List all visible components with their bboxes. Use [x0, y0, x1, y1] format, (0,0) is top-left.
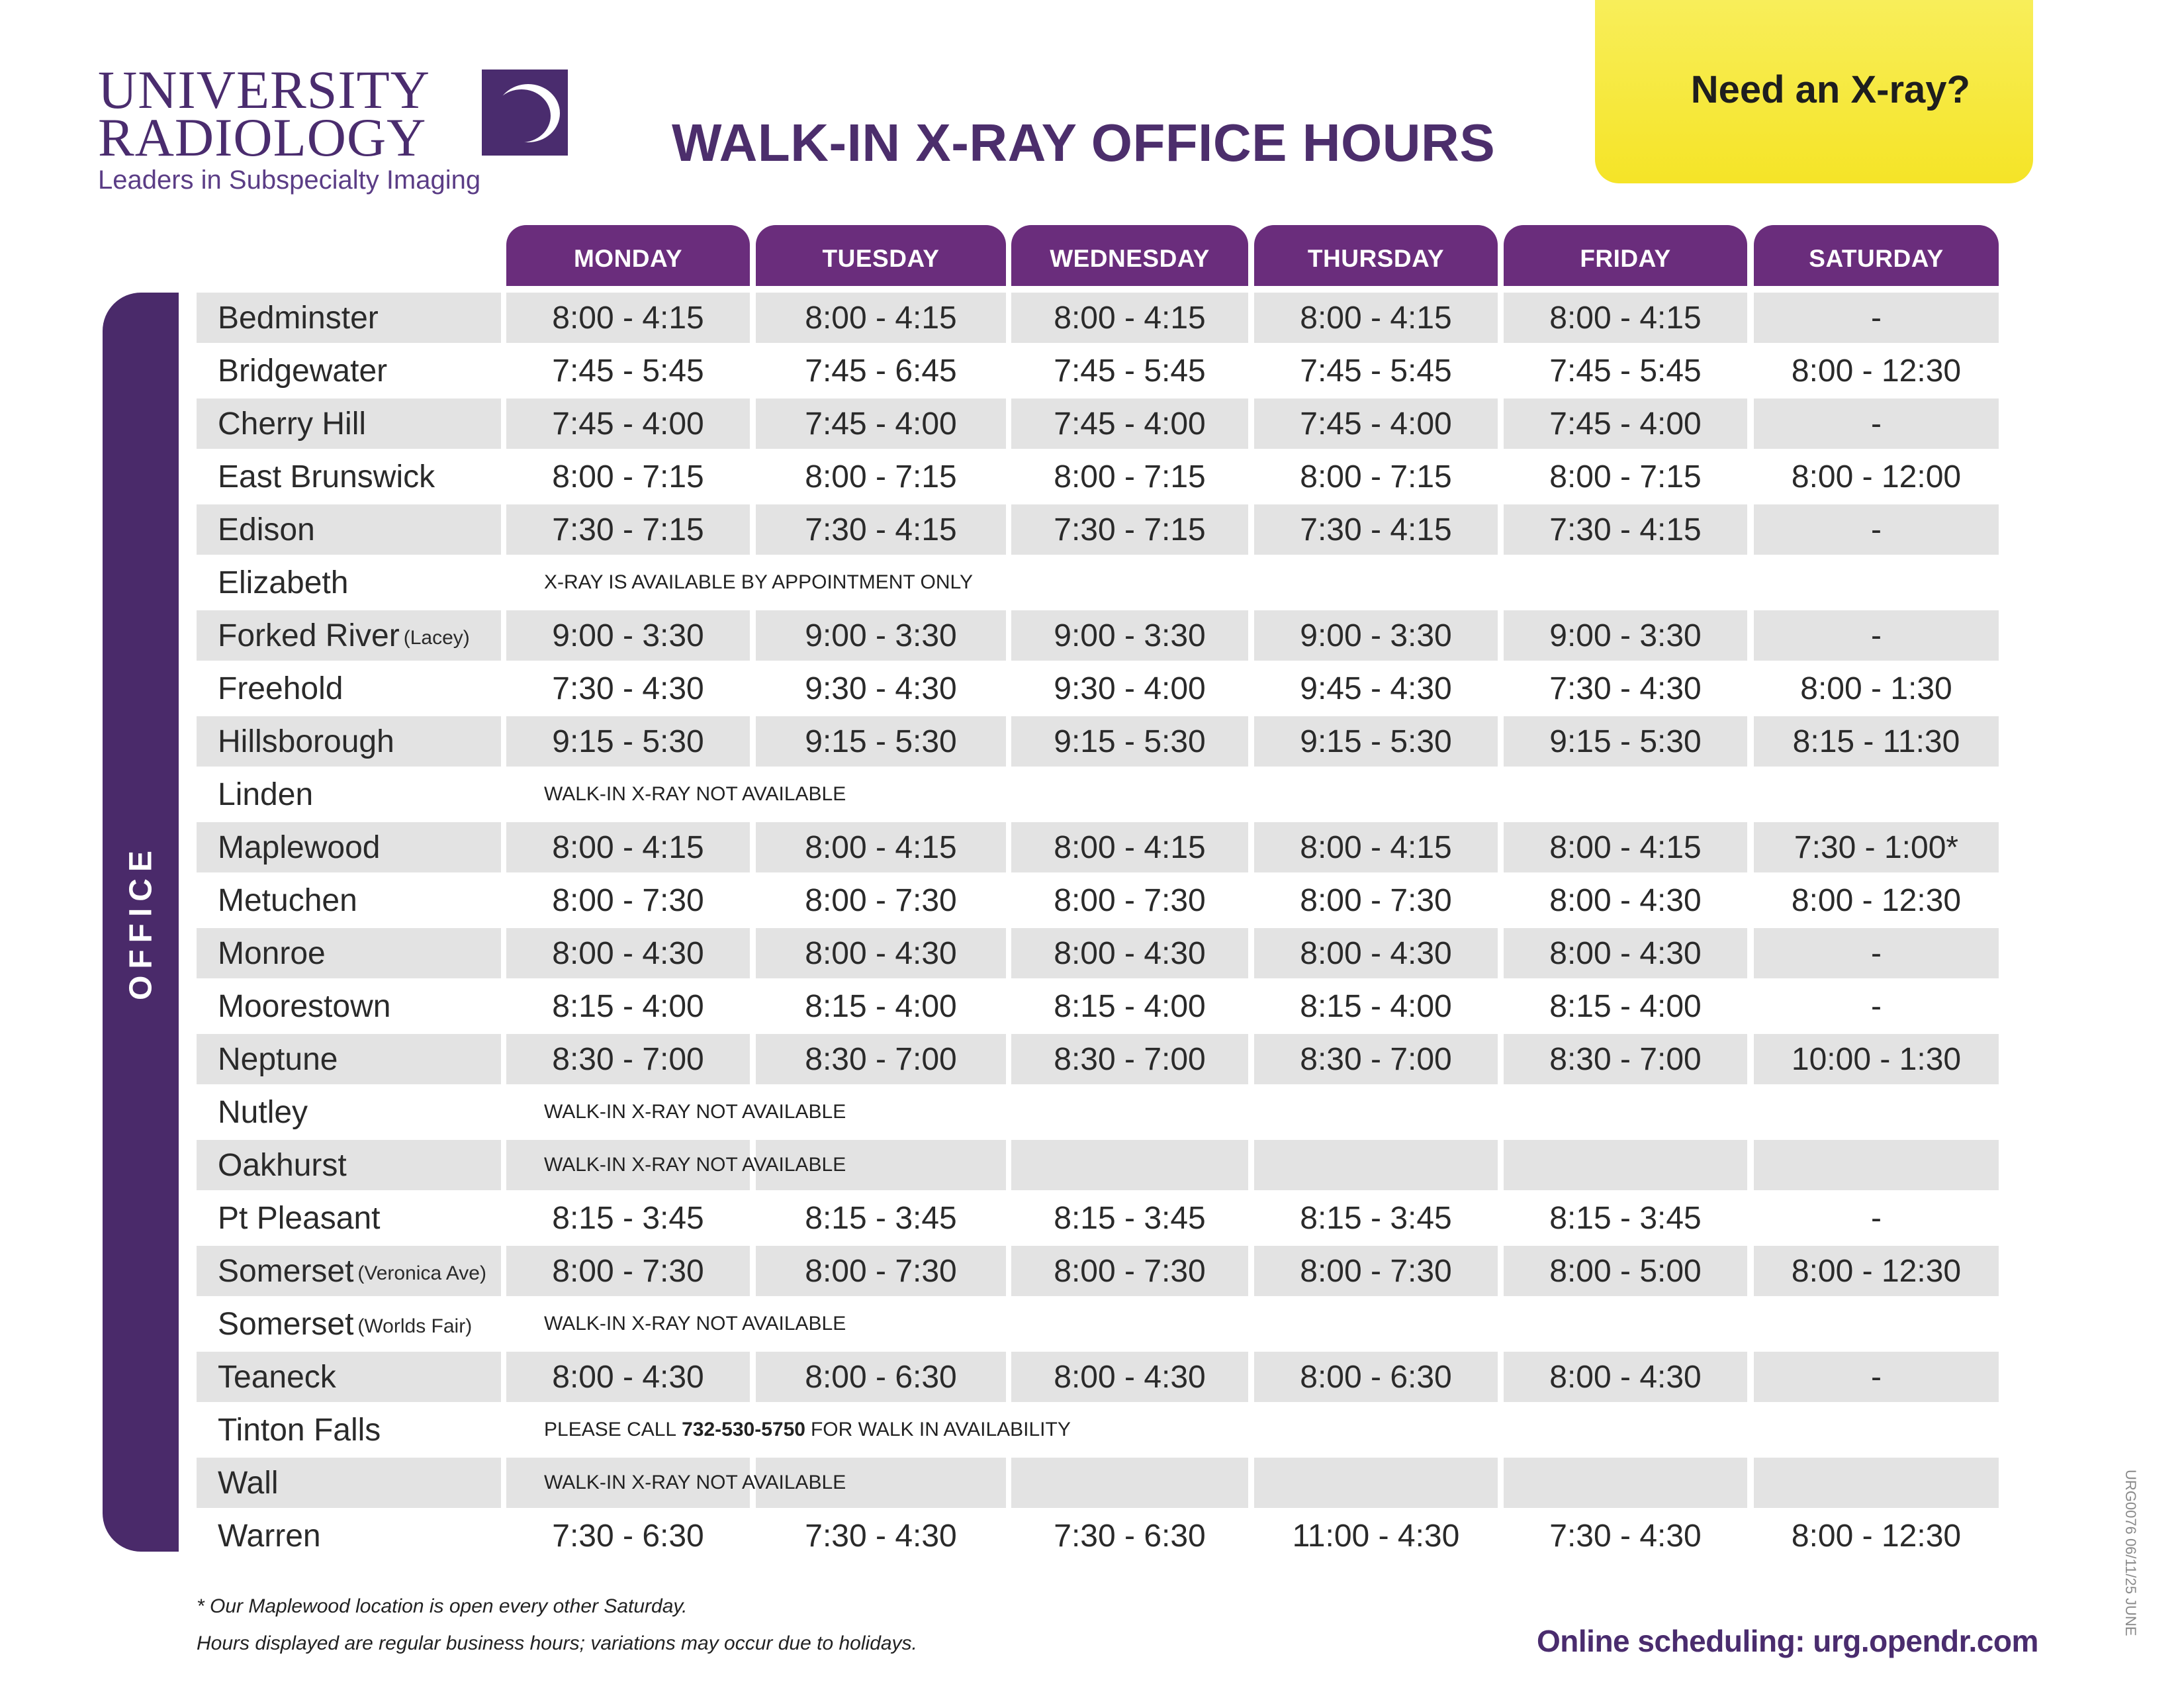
location-label: Edison: [218, 512, 315, 547]
hours-cell: -: [1754, 610, 1999, 661]
phone-number[interactable]: 732-530-5750: [682, 1419, 805, 1440]
hours-cell: 8:15 - 3:45: [1300, 1200, 1452, 1236]
hours-cell: 8:00 - 4:15: [1504, 822, 1747, 872]
hours-cell: 8:00 - 7:30: [552, 882, 704, 918]
location-label: Forked River: [218, 618, 400, 653]
location-name: [197, 875, 501, 925]
hours-cell: 7:45 - 4:00: [756, 399, 1006, 449]
location-label: Somerset: [218, 1253, 354, 1289]
table-row: [0, 1352, 2184, 1402]
empty-cell: [1754, 557, 1999, 608]
hours-cell: 8:30 - 7:00: [506, 1034, 750, 1084]
availability-note: [544, 557, 973, 608]
hours-cell: 7:30 - 4:15: [1504, 504, 1747, 555]
location-label: Nutley: [218, 1094, 308, 1130]
hours-cell: 8:00 - 4:30: [506, 928, 750, 978]
table-row: [0, 346, 2184, 396]
online-scheduling-link[interactable]: Online scheduling: urg.opendr.com: [1537, 1624, 2038, 1658]
empty-cell: [1504, 769, 1747, 820]
location-sublabel: (Veronica Ave): [357, 1262, 486, 1284]
empty-cell: [1011, 1299, 1248, 1349]
hours-cell: 8:15 - 4:00: [1300, 988, 1452, 1024]
location-name: [197, 1246, 501, 1296]
table-row: [0, 1087, 2184, 1137]
hours-cell: -: [1871, 988, 1882, 1024]
hours-cell: 8:00 - 6:30: [756, 1352, 1006, 1402]
empty-cell: [1754, 1140, 1999, 1190]
location-label: Moorestown: [218, 988, 391, 1024]
hours-cell: -: [1754, 1352, 1999, 1402]
empty-cell: [1504, 1299, 1747, 1349]
hours-cell: 8:00 - 7:15: [1300, 459, 1452, 494]
hours-cell: 8:00 - 4:15: [506, 293, 750, 343]
hours-cell: 8:00 - 7:15: [552, 459, 704, 494]
hours-cell: 8:15 - 4:00: [552, 988, 704, 1024]
hours-cell: 8:00 - 7:15: [1549, 459, 1702, 494]
availability-note: [544, 1299, 846, 1349]
location-name: [197, 451, 501, 502]
location-label: Warren: [218, 1518, 321, 1554]
hours-cell: 8:00 - 12:30: [1791, 353, 1962, 389]
office-label: OFFICE: [123, 844, 158, 1000]
empty-cell: [1254, 1087, 1498, 1137]
hours-cell: 8:00 - 12:30: [1791, 882, 1962, 918]
hours-cell: 8:15 - 4:00: [805, 988, 957, 1024]
hours-cell: -: [1871, 1200, 1882, 1236]
hours-cell: 8:00 - 4:15: [1011, 293, 1248, 343]
hours-cell: 9:15 - 5:30: [756, 716, 1006, 767]
empty-cell: [1504, 557, 1747, 608]
table-row: [0, 1246, 2184, 1296]
table-row: [0, 610, 2184, 661]
location-label: Elizabeth: [218, 565, 349, 600]
hours-cell: 7:30 - 4:15: [1254, 504, 1498, 555]
location-name: [197, 822, 501, 872]
hours-cell: 7:45 - 4:00: [1254, 399, 1498, 449]
note-text: WALK-IN X-RAY NOT AVAILABLE: [544, 1472, 846, 1493]
table-row: [0, 1458, 2184, 1508]
location-name: [197, 610, 501, 661]
location-name: [197, 1140, 501, 1190]
table-row: [0, 716, 2184, 767]
hours-cell: 7:30 - 4:30: [1549, 1518, 1702, 1554]
empty-cell: [1254, 1299, 1498, 1349]
empty-cell: [1754, 1458, 1999, 1508]
hours-cell: 8:00 - 5:00: [1504, 1246, 1747, 1296]
empty-cell: [1011, 1087, 1248, 1137]
location-name: [197, 716, 501, 767]
hours-cell: 8:00 - 1:30: [1800, 671, 1952, 706]
callout-text: Need an X-ray?: [1690, 68, 1970, 111]
location-name: [197, 663, 501, 714]
hours-cell: 8:30 - 7:00: [1011, 1034, 1248, 1084]
table-row: [0, 981, 2184, 1031]
hours-cell: 8:00 - 6:30: [1254, 1352, 1498, 1402]
hours-cell: 8:00 - 7:30: [506, 1246, 750, 1296]
table-row: [0, 1299, 2184, 1349]
location-label: Metuchen: [218, 882, 357, 918]
day-header-row: [0, 225, 2184, 286]
hours-cell: 9:30 - 4:00: [1054, 671, 1206, 706]
note-text: WALK-IN X-RAY NOT AVAILABLE: [544, 1101, 846, 1123]
logo-tagline: Leaders in Subspecialty Imaging: [98, 165, 481, 195]
hours-cell: 7:45 - 4:00: [1504, 399, 1747, 449]
location-label: Maplewood: [218, 829, 381, 865]
footnote-maplewood: * Our Maplewood location is open every other Saturday.: [197, 1595, 688, 1617]
location-name: [197, 1511, 501, 1561]
table-row: [0, 1193, 2184, 1243]
hours-cell: 8:30 - 7:00: [1254, 1034, 1498, 1084]
empty-cell: [1011, 557, 1248, 608]
hours-cell: 7:30 - 6:30: [552, 1518, 704, 1554]
empty-cell: [1754, 769, 1999, 820]
hours-cell: 7:30 - 1:00*: [1754, 822, 1999, 872]
day-header: THURSDAY: [1254, 225, 1498, 286]
empty-cell: [1254, 1140, 1498, 1190]
note-text: X-RAY IS AVAILABLE BY APPOINTMENT ONLY: [544, 571, 974, 593]
location-name: [197, 1087, 501, 1137]
hours-cell: 8:00 - 4:15: [1254, 822, 1498, 872]
hours-cell: 8:00 - 7:30: [1254, 1246, 1498, 1296]
hours-cell: 8:00 - 4:30: [1011, 928, 1248, 978]
hours-cell: 8:00 - 4:15: [756, 822, 1006, 872]
hours-cell: -: [1754, 504, 1999, 555]
location-name: [197, 346, 501, 396]
hours-cell: 9:00 - 3:30: [1254, 610, 1498, 661]
table-row: [0, 928, 2184, 978]
hours-cell: 8:00 - 4:30: [1504, 928, 1747, 978]
hours-cell: 8:00 - 12:30: [1754, 1246, 1999, 1296]
location-label: Cherry Hill: [218, 406, 367, 442]
location-name: [197, 1299, 501, 1349]
location-sublabel: (Lacey): [403, 627, 470, 649]
availability-note: [544, 1458, 846, 1508]
location-name: [197, 399, 501, 449]
empty-cell: [1504, 1405, 1747, 1455]
empty-cell: [1504, 1087, 1747, 1137]
empty-cell: [1754, 1299, 1999, 1349]
hours-cell: 8:00 - 4:15: [1254, 293, 1498, 343]
table-row: [0, 1405, 2184, 1455]
hours-cell: 8:00 - 12:30: [1791, 1518, 1962, 1554]
hours-cell: 9:45 - 4:30: [1300, 671, 1452, 706]
table-row: [0, 557, 2184, 608]
document-code: URG0076 06/11/25 JUNE: [2122, 1470, 2139, 1636]
location-name: [197, 769, 501, 820]
location-name: [197, 1405, 501, 1455]
hours-cell: -: [1754, 928, 1999, 978]
hours-cell: 8:15 - 3:45: [1054, 1200, 1206, 1236]
empty-cell: [1011, 769, 1248, 820]
hours-cell: 7:45 - 4:00: [506, 399, 750, 449]
footnote-holidays: Hours displayed are regular business hours; variations may occur due to holidays.: [197, 1632, 917, 1654]
table-row: [0, 293, 2184, 343]
location-label: Somerset: [218, 1306, 354, 1342]
hours-cell: 7:45 - 5:45: [1054, 353, 1206, 389]
hours-cell: 8:00 - 4:15: [506, 822, 750, 872]
location-name: [197, 981, 501, 1031]
location-name: [197, 1352, 501, 1402]
availability-note: [544, 1405, 1071, 1455]
hours-cell: 8:00 - 4:30: [756, 928, 1006, 978]
callout-banner: [1595, 0, 2033, 183]
hours-cell: 9:00 - 3:30: [506, 610, 750, 661]
empty-cell: [1504, 1458, 1747, 1508]
day-header: WEDNESDAY: [1011, 225, 1248, 286]
day-header: FRIDAY: [1504, 225, 1747, 286]
hours-cell: 10:00 - 1:30: [1754, 1034, 1999, 1084]
location-label: Freehold: [218, 671, 343, 706]
empty-cell: [1754, 1087, 1999, 1137]
hours-cell: 7:30 - 7:15: [506, 504, 750, 555]
hours-cell: 8:15 - 11:30: [1754, 716, 1999, 767]
location-label: East Brunswick: [218, 459, 435, 494]
location-label: Bridgewater: [218, 353, 388, 389]
location-label: Tinton Falls: [218, 1412, 381, 1448]
location-name: [197, 928, 501, 978]
hours-cell: 7:30 - 4:30: [805, 1518, 957, 1554]
hours-cell: 8:00 - 4:15: [1011, 822, 1248, 872]
hours-cell: 7:45 - 6:45: [805, 353, 957, 389]
hours-cell: 7:30 - 4:30: [552, 671, 704, 706]
note-text-after: FOR WALK IN AVAILABILITY: [810, 1419, 1071, 1440]
location-name: [197, 504, 501, 555]
location-label: Linden: [218, 776, 314, 812]
hours-cell: 9:15 - 5:30: [1011, 716, 1248, 767]
location-name: [197, 293, 501, 343]
note-text: WALK-IN X-RAY NOT AVAILABLE: [544, 1313, 846, 1335]
hours-cell: 8:15 - 4:00: [1549, 988, 1702, 1024]
hours-cell: 8:00 - 4:15: [756, 293, 1006, 343]
location-label: Oakhurst: [218, 1147, 347, 1183]
hours-cell: -: [1754, 399, 1999, 449]
location-label: Wall: [218, 1465, 279, 1501]
hours-cell: 7:30 - 4:15: [756, 504, 1006, 555]
hours-cell: 7:30 - 7:15: [1011, 504, 1248, 555]
empty-cell: [1254, 557, 1498, 608]
hours-cell: 8:30 - 7:00: [1504, 1034, 1747, 1084]
hours-cell: 8:15 - 3:45: [805, 1200, 957, 1236]
hours-cell: 7:30 - 4:30: [1549, 671, 1702, 706]
empty-cell: [1254, 1458, 1498, 1508]
hours-cell: 7:30 - 6:30: [1054, 1518, 1206, 1554]
location-label: Bedminster: [218, 300, 379, 336]
hours-cell: -: [1754, 293, 1999, 343]
hours-cell: 7:45 - 4:00: [1011, 399, 1248, 449]
hours-cell: 8:15 - 3:45: [1549, 1200, 1702, 1236]
location-name: [197, 1458, 501, 1508]
page-title: WALK-IN X-RAY OFFICE HOURS: [672, 113, 1496, 172]
logo-mark-icon: [482, 70, 568, 156]
table-row: [0, 451, 2184, 502]
location-name: [197, 557, 501, 608]
hours-cell: 9:15 - 5:30: [1254, 716, 1498, 767]
table-row: [0, 1511, 2184, 1561]
table-row: [0, 504, 2184, 555]
logo-text: [98, 60, 469, 167]
logo-line-2: RADIOLOGY: [98, 107, 427, 167]
location-label: Pt Pleasant: [218, 1200, 381, 1236]
hours-cell: 8:00 - 7:30: [756, 1246, 1006, 1296]
table-row: [0, 399, 2184, 449]
empty-cell: [1754, 1405, 1999, 1455]
day-header: TUESDAY: [756, 225, 1006, 286]
table-row: [0, 1034, 2184, 1084]
hours-cell: 9:00 - 3:30: [756, 610, 1006, 661]
table-row: [0, 663, 2184, 714]
empty-cell: [1011, 1140, 1248, 1190]
hours-cell: 9:00 - 3:30: [1504, 610, 1747, 661]
hours-cell: 7:45 - 5:45: [1300, 353, 1452, 389]
hours-cell: 8:00 - 7:30: [1300, 882, 1452, 918]
availability-note: [544, 1140, 846, 1190]
hours-cell: 9:00 - 3:30: [1011, 610, 1248, 661]
hours-cell: 7:45 - 5:45: [1549, 353, 1702, 389]
note-text: WALK-IN X-RAY NOT AVAILABLE: [544, 783, 846, 805]
location-name: [197, 1193, 501, 1243]
day-header: SATURDAY: [1754, 225, 1999, 286]
location-label: Neptune: [218, 1041, 338, 1077]
hours-cell: 8:00 - 7:15: [1054, 459, 1206, 494]
note-text: WALK-IN X-RAY NOT AVAILABLE: [544, 1154, 846, 1176]
hours-cell: 8:15 - 4:00: [1054, 988, 1206, 1024]
hours-cell: 8:00 - 4:30: [1254, 928, 1498, 978]
day-header: MONDAY: [506, 225, 750, 286]
location-sublabel: (Worlds Fair): [357, 1315, 473, 1337]
hours-cell: 8:30 - 7:00: [756, 1034, 1006, 1084]
availability-note: [544, 769, 846, 820]
location-label: Teaneck: [218, 1359, 336, 1395]
hours-cell: 8:00 - 4:30: [1504, 1352, 1747, 1402]
empty-cell: [1254, 1405, 1498, 1455]
empty-cell: [1254, 769, 1498, 820]
hours-cell: 9:30 - 4:30: [805, 671, 957, 706]
hours-cell: 9:15 - 5:30: [506, 716, 750, 767]
hours-cell: 8:00 - 7:30: [1011, 1246, 1248, 1296]
hours-cell: 8:00 - 4:30: [506, 1352, 750, 1402]
note-text: PLEASE CALL: [544, 1419, 677, 1440]
hours-cell: 8:00 - 4:30: [1011, 1352, 1248, 1402]
availability-note: [544, 1087, 846, 1137]
hours-cell: 8:00 - 7:30: [805, 882, 957, 918]
logo: [98, 60, 574, 205]
table-row: [0, 1140, 2184, 1190]
table-row: [0, 769, 2184, 820]
hours-cell: 8:00 - 7:15: [805, 459, 957, 494]
empty-cell: [1504, 1140, 1747, 1190]
hours-cell: 8:00 - 12:00: [1791, 459, 1962, 494]
location-label: Monroe: [218, 935, 326, 971]
hours-cell: 8:00 - 4:15: [1504, 293, 1747, 343]
location-label: Hillsborough: [218, 724, 394, 759]
table-row: [0, 822, 2184, 872]
location-name: [197, 1034, 501, 1084]
hours-cell: 7:45 - 5:45: [552, 353, 704, 389]
logo-line-1: UNIVERSITY: [98, 60, 430, 120]
hours-cell: 11:00 - 4:30: [1292, 1518, 1460, 1554]
table-row: [0, 875, 2184, 925]
empty-cell: [1011, 1458, 1248, 1508]
hours-cell: 8:00 - 4:30: [1549, 882, 1702, 918]
hours-cell: 9:15 - 5:30: [1504, 716, 1747, 767]
hours-cell: 8:15 - 3:45: [552, 1200, 704, 1236]
hours-cell: 8:00 - 7:30: [1054, 882, 1206, 918]
